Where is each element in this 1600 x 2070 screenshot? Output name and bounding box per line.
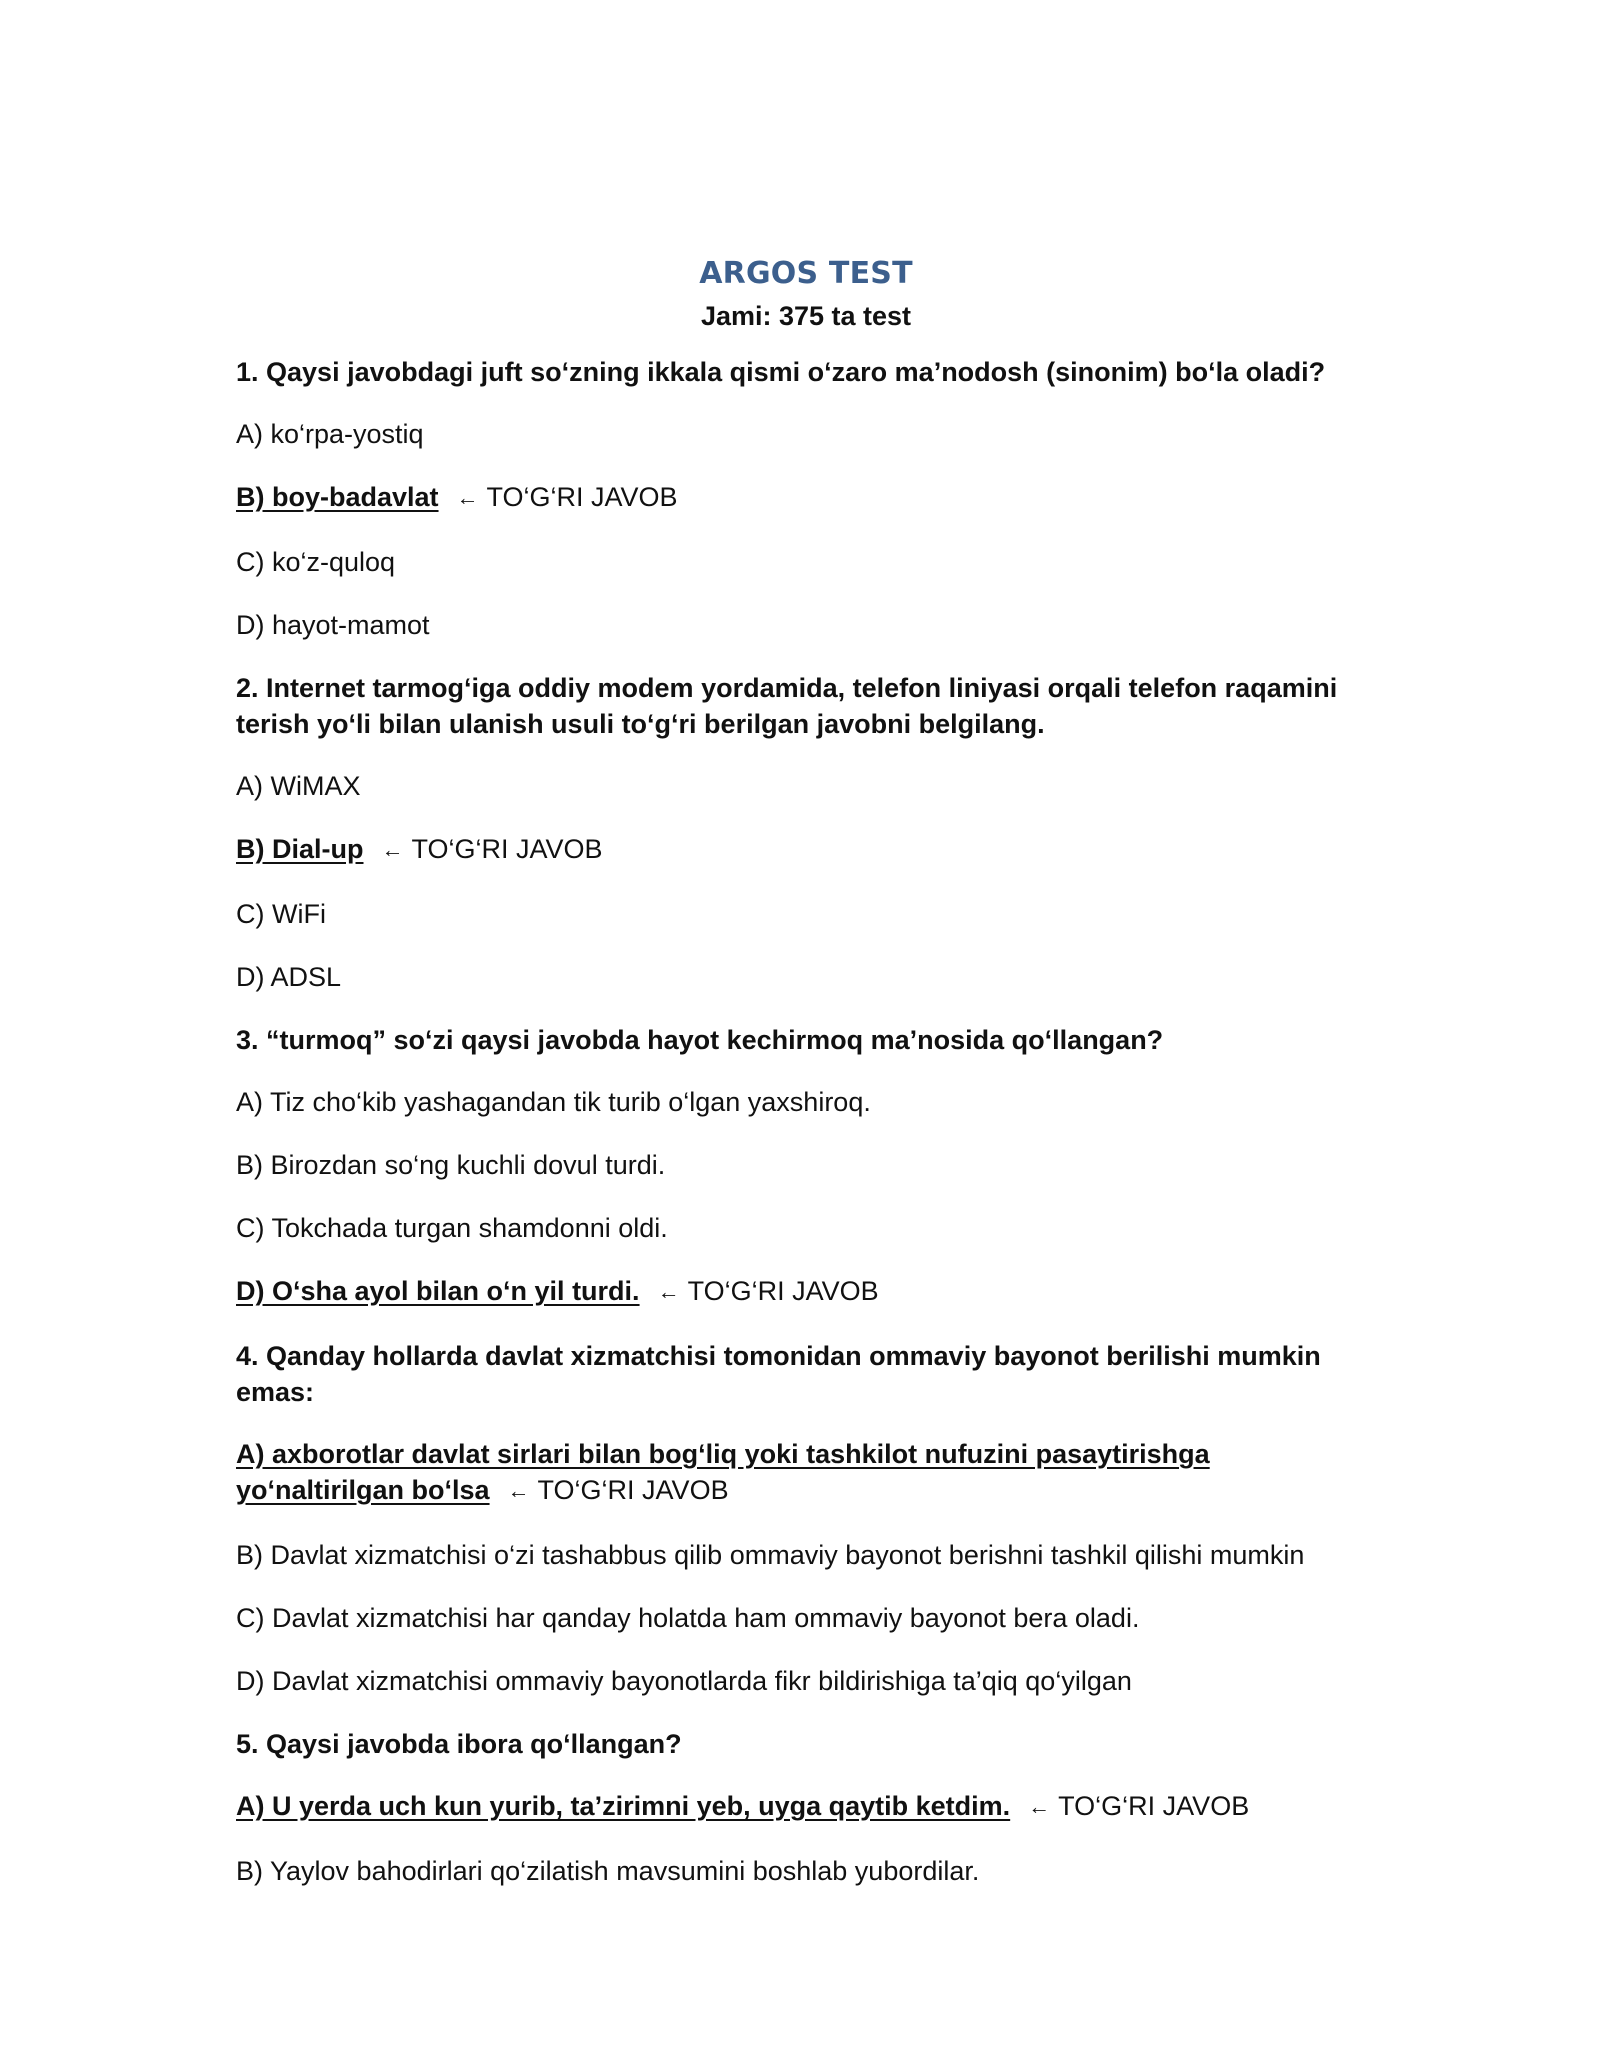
answer-option-text: D) ADSL <box>236 962 342 992</box>
answer-option-text: D) hayot-mamot <box>236 610 430 640</box>
answer-option-correct <box>236 1436 1376 1510</box>
question-text: 1. Qaysi javobdagi juft so‘zning ikkala qismi o‘zaro ma’nodosh (sinonim) bo‘la oladi? <box>236 357 1326 387</box>
correct-answer-marker: TO‘G‘RI JAVOB <box>687 1276 879 1306</box>
answer-option <box>236 1537 1376 1573</box>
question-list <box>236 354 1376 1889</box>
answer-option-text: D) O‘sha ayol bilan o‘n yil turdi. <box>236 1276 640 1306</box>
question-text: 3. “turmoq” so‘zi qaysi javobda hayot kechirmoq ma’nosida qo‘llangan? <box>236 1025 1164 1055</box>
answer-option-text: A) ko‘rpa-yostiq <box>236 419 424 449</box>
question-text: 5. Qaysi javobda ibora qo‘llangan? <box>236 1729 682 1759</box>
arrow-left-icon: ← <box>1028 1794 1051 1819</box>
correct-answer-marker: TO‘G‘RI JAVOB <box>537 1475 729 1505</box>
answer-option-text: B) Davlat xizmatchisi o‘zi tashabbus qilib ommaviy bayonot berishni tashkil qilishi mumkin <box>236 1540 1305 1570</box>
answer-option-text: A) Tiz cho‘kib yashagandan tik turib o‘lgan yaxshiroq. <box>236 1087 871 1117</box>
answer-option <box>236 1600 1376 1636</box>
answer-option-text: D) Davlat xizmatchisi ommaviy bayonotlarda fikr bildirishiga ta’qiq qo‘yilgan <box>236 1666 1132 1696</box>
answer-option <box>236 1084 1376 1120</box>
answer-option <box>236 959 1376 995</box>
correct-answer-marker: TO‘G‘RI JAVOB <box>1058 1791 1250 1821</box>
answer-option-text: B) Yaylov bahodirlari qo‘zilatish mavsumini boshlab yubordilar. <box>236 1856 980 1886</box>
answer-option-text: C) WiFi <box>236 899 326 929</box>
answer-option <box>236 416 1376 452</box>
answer-option-text: B) Birozdan so‘ng kuchli dovul turdi. <box>236 1150 666 1180</box>
answer-option <box>236 1147 1376 1183</box>
document-page <box>236 252 1376 1916</box>
answer-option-text: A) U yerda uch kun yurib, ta’zirimni yeb, uyga qaytib ketdim. <box>236 1791 1011 1821</box>
answer-option-correct <box>236 1788 1376 1826</box>
answer-option <box>236 1853 1376 1889</box>
answer-option-correct <box>236 479 1376 517</box>
correct-answer-marker: TO‘G‘RI JAVOB <box>411 834 603 864</box>
answer-option <box>236 1663 1376 1699</box>
answer-option-text: A) WiMAX <box>236 771 361 801</box>
question-text: 2. Internet tarmog‘iga oddiy modem yordamida, telefon liniyasi orqali telefon raqamini terish yo‘li bilan ulanish usuli to‘g‘ri berilgan javobni belgilang. <box>236 673 1338 739</box>
answer-option-correct <box>236 831 1376 869</box>
answer-option <box>236 768 1376 804</box>
answer-option-text: C) Tokchada turgan shamdonni oldi. <box>236 1213 668 1243</box>
document-title: ARGOS TEST <box>699 256 913 291</box>
answer-option-text: A) axborotlar davlat sirlari bilan bog‘liq yoki tashkilot nufuzini pasaytirishga yo‘naltirilgan bo‘lsa <box>236 1439 1210 1505</box>
answer-option <box>236 896 1376 932</box>
answer-option <box>236 607 1376 643</box>
arrow-left-icon: ← <box>657 1279 680 1304</box>
answer-option-text: C) Davlat xizmatchisi har qanday holatda ham ommaviy bayonot bera oladi. <box>236 1603 1140 1633</box>
answer-option-correct <box>236 1273 1376 1311</box>
correct-answer-marker: TO‘G‘RI JAVOB <box>486 482 678 512</box>
answer-option-text: B) Dial-up <box>236 834 364 864</box>
document-subtitle: Jami: 375 ta test <box>700 301 912 331</box>
answer-option <box>236 1210 1376 1246</box>
answer-option-text: C) ko‘z-quloq <box>236 547 396 577</box>
answer-option <box>236 544 1376 580</box>
arrow-left-icon: ← <box>381 837 404 862</box>
arrow-left-icon: ← <box>456 485 479 510</box>
question-text: 4. Qanday hollarda davlat xizmatchisi tomonidan ommaviy bayonot berilishi mumkin emas: <box>236 1341 1321 1407</box>
arrow-left-icon: ← <box>507 1478 530 1503</box>
answer-option-text: B) boy-badavlat <box>236 482 439 512</box>
